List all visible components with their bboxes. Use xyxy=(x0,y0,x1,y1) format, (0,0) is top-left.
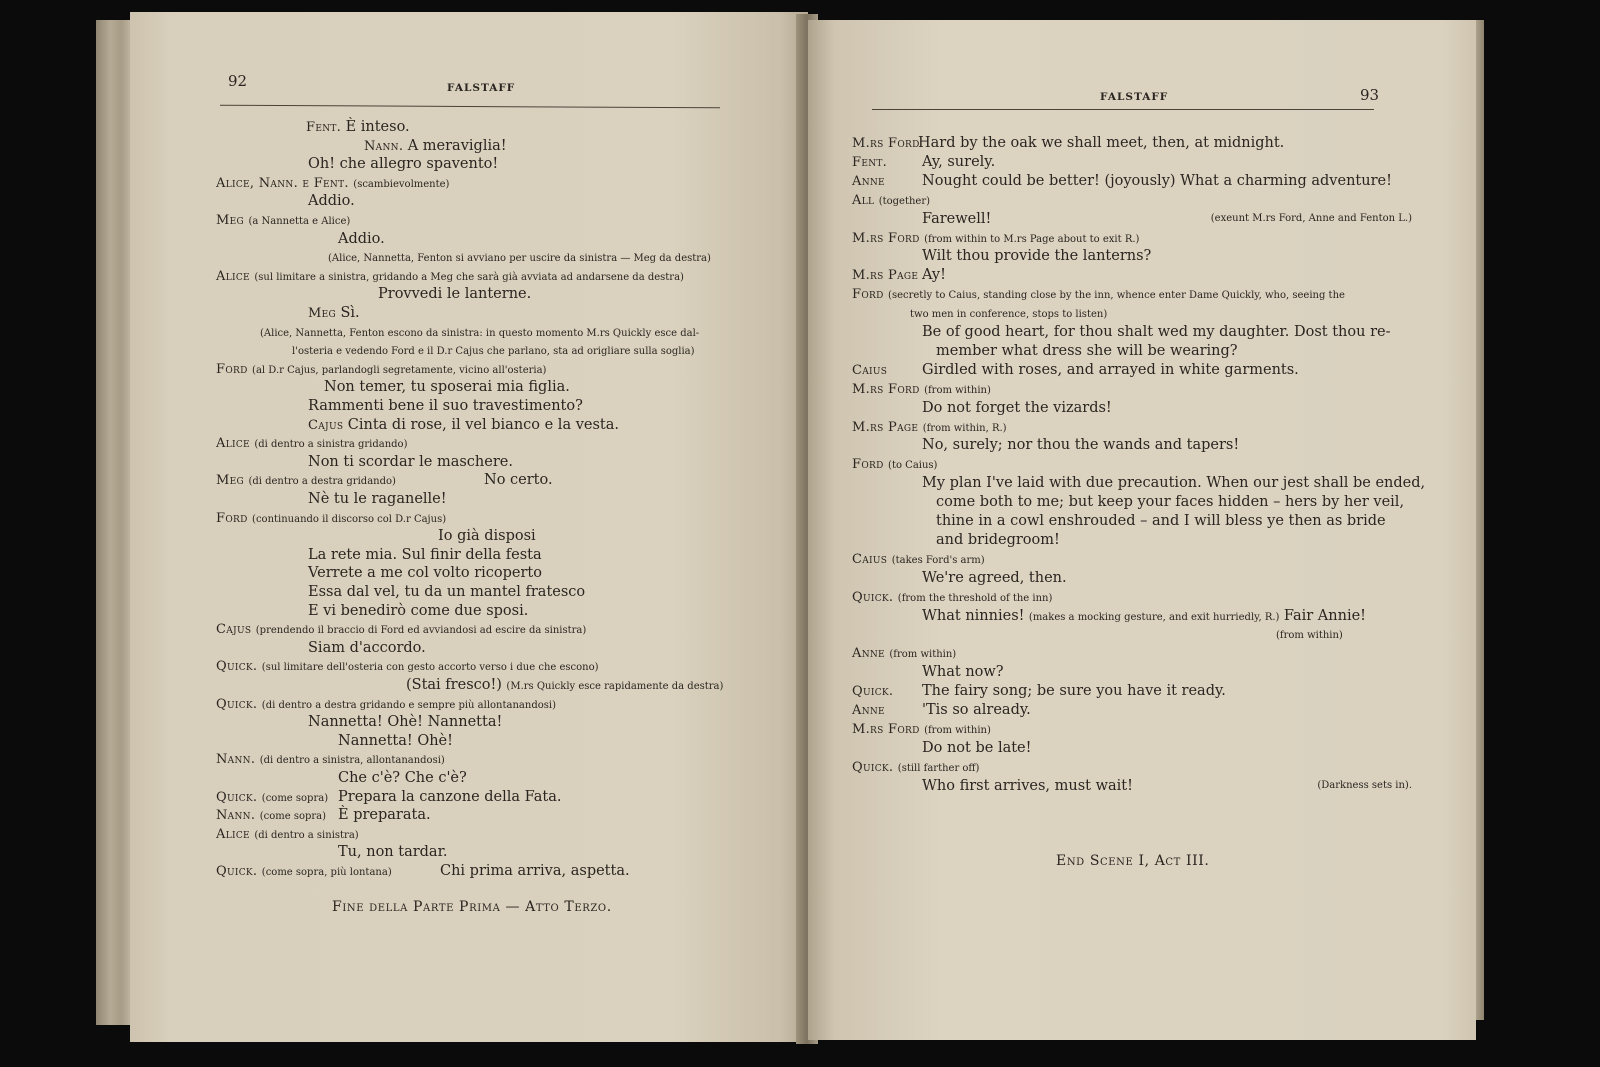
stage-direction: l'osteria e vedendo Ford e il D.r Cajus che parlano, sta ad origliare sulla soglia) xyxy=(292,346,695,358)
verse-text: Essa dal vel, tu da un mantel fratesco xyxy=(308,584,586,600)
text-line xyxy=(852,153,1342,172)
text-line xyxy=(216,378,808,396)
verse-text: Do not forget the vizards! xyxy=(922,399,1112,416)
text-line xyxy=(216,155,808,173)
verse-text: and bridegroom! xyxy=(936,531,1060,548)
text-line xyxy=(852,625,1476,645)
verse-text: Provvedi le lanterne. xyxy=(378,286,532,303)
text-line xyxy=(216,267,716,287)
text-line xyxy=(852,342,1426,360)
verse-text: Rammenti bene il suo travestimento? xyxy=(308,398,583,414)
stage-direction: (from within) xyxy=(1276,630,1343,642)
stage-direction: (Darkness sets in). xyxy=(1317,779,1412,791)
right-page xyxy=(808,20,1476,1040)
header-rule-left xyxy=(220,105,720,109)
text-line xyxy=(216,118,806,137)
verse-text: Cinta di rose, il vel bianco e la vesta. xyxy=(347,416,619,433)
speaker-name: Anne xyxy=(852,703,885,718)
verse-text: No certo. xyxy=(484,472,553,489)
text-line xyxy=(216,769,808,787)
text-line xyxy=(852,172,1392,191)
stage-direction: (come sopra, più lontana) xyxy=(261,867,392,878)
text-line xyxy=(852,455,1342,475)
speaker-name: Alice xyxy=(216,268,250,284)
verse-text: Che c'è? Che c'è? xyxy=(338,770,467,786)
stage-direction: (di dentro a sinistra, allontanandosi) xyxy=(259,755,445,767)
text-line xyxy=(852,777,1412,795)
text-line xyxy=(852,758,1342,778)
text-line xyxy=(852,550,1342,570)
verse-text: Addio. xyxy=(308,193,355,210)
stage-direction: (continuando il discorso col D.r Cajus) xyxy=(252,513,447,525)
text-line xyxy=(216,323,760,343)
stage-direction: (come sopra) xyxy=(261,792,329,804)
text-line xyxy=(216,527,808,545)
speaker-name: Meg xyxy=(216,473,244,489)
verse-text: Ay! xyxy=(922,267,946,284)
verse-text: Verrete a me col volto ricoperto xyxy=(308,565,542,582)
stage-direction: (Alice, Nannetta, Fenton si avviano per uscire da sinistra — Meg da destra) xyxy=(328,253,711,265)
stage-direction: (secretly to Caius, standing close by the inn, whence enter Dame Quickly, who, seeing the xyxy=(888,290,1345,302)
text-line xyxy=(216,713,808,731)
verse-text: Non ti scordar le maschere. xyxy=(308,453,513,470)
text-line xyxy=(216,304,808,323)
stage-direction: (from within) xyxy=(924,724,991,736)
text-line xyxy=(216,676,808,696)
text-line xyxy=(852,191,1342,211)
speaker-name: Caius xyxy=(852,551,888,567)
verse-text: Io già disposi xyxy=(438,528,536,545)
verse-text: 'Tis so already. xyxy=(922,702,1031,718)
running-head-left: FALSTAFF xyxy=(447,82,516,94)
stage-direction: (from the threshold of the inn) xyxy=(897,592,1053,604)
stage-direction: (di dentro a sinistra gridando) xyxy=(254,439,408,451)
text-line xyxy=(852,304,1400,324)
verse-text: Who first arrives, must wait! xyxy=(922,777,1133,794)
text-line xyxy=(216,137,808,156)
verse-text: Nought could be better! (joyously) What a charming adventure! xyxy=(922,172,1392,189)
verse-text: We're agreed, then. xyxy=(922,569,1067,586)
speaker-name: Ford xyxy=(216,510,248,526)
text-line xyxy=(852,701,1342,720)
stage-direction: (to Caius) xyxy=(888,460,938,472)
speaker-name: Quick. xyxy=(852,759,894,775)
text-line xyxy=(216,453,808,471)
end-line-right: End Scene I, Act III. xyxy=(1056,853,1210,869)
stage-direction: (from within, R.) xyxy=(922,422,1007,434)
stage-direction: (from within) xyxy=(889,649,957,661)
verse-text: (Stai fresco!) xyxy=(406,677,502,693)
verse-text: Nannetta! Ohè! xyxy=(338,732,453,749)
speaker-name: M.rs Ford xyxy=(852,721,920,737)
speaker-name: M.rs Ford xyxy=(852,230,920,246)
speaker-name: M.rs Ford xyxy=(852,136,920,151)
text-line xyxy=(852,247,1412,265)
verse-text: My plan I've laid with due precaution. When our jest shall be ended, xyxy=(922,475,1426,492)
text-line xyxy=(216,639,808,657)
text-line xyxy=(216,509,716,529)
stage-direction: (come sopra) xyxy=(259,811,327,823)
text-line xyxy=(216,434,716,454)
verse-text: Ay, surely. xyxy=(922,153,996,170)
text-line xyxy=(216,174,716,194)
text-line xyxy=(852,493,1426,511)
text-line xyxy=(216,192,808,210)
stage-direction: (a Nannetta e Alice) xyxy=(248,216,351,227)
verse-text: No, surely; nor thou the wands and tapers! xyxy=(922,437,1240,454)
verse-text: Fair Annie! xyxy=(1283,607,1366,624)
stage-direction: (prendendo il braccio di Ford ed avviandosi ad escire da sinistra) xyxy=(255,625,587,637)
verse-text: Addio. xyxy=(338,230,385,247)
text-line xyxy=(216,341,792,361)
stage-direction: (makes a mocking gesture, and exit hurriedly, R.) xyxy=(1028,611,1280,623)
text-line xyxy=(216,564,808,582)
text-line xyxy=(852,361,1342,380)
text-line xyxy=(852,229,1342,249)
speaker-name: Meg xyxy=(216,213,244,228)
speaker-name: Fent. xyxy=(852,154,888,170)
verse-text: La rete mia. Sul finir della festa xyxy=(308,546,542,563)
stage-direction: (from within) xyxy=(924,384,991,396)
text-line xyxy=(216,583,808,601)
verse-text: Chi prima arriva, aspetta. xyxy=(440,863,630,879)
speaker-name: Ford xyxy=(852,457,884,473)
speaker-name: Cajus xyxy=(216,622,252,638)
speaker-name: Alice xyxy=(216,436,250,452)
text-line xyxy=(852,512,1426,530)
speaker-name: M.rs Page xyxy=(852,268,919,284)
verse-text: È preparata. xyxy=(338,807,431,824)
verse-text: Oh! che allegro spavento! xyxy=(308,156,499,173)
verse-text: Girdled with roses, and arrayed in white garments. xyxy=(922,361,1299,378)
text-line xyxy=(216,825,716,845)
text-line xyxy=(216,471,716,491)
text-line xyxy=(852,663,1412,681)
text-line xyxy=(852,380,1342,400)
speaker-name: Quick. xyxy=(216,659,258,675)
text-line xyxy=(852,588,1342,608)
verse-text: What now? xyxy=(922,664,1004,681)
speaker-name: Nann. xyxy=(216,752,256,768)
speaker-name: Alice, Nann. e Fent. xyxy=(216,175,349,191)
text-line xyxy=(852,739,1412,757)
stage-direction: (exeunt M.rs Ford, Anne and Fenton L.) xyxy=(1210,212,1412,224)
text-line xyxy=(852,266,1342,285)
text-line xyxy=(216,285,808,303)
verse-text: A meraviglia! xyxy=(407,137,507,154)
end-line-left: Fine della Parte Prima — Atto Terzo. xyxy=(332,899,612,915)
verse-text: Siam d'accordo. xyxy=(308,639,426,656)
stage-direction: (di dentro a sinistra) xyxy=(254,829,359,841)
text-line xyxy=(852,474,1426,492)
text-line xyxy=(216,732,808,750)
text-line xyxy=(216,416,808,435)
text-line xyxy=(216,360,716,380)
stage-direction: (al D.r Cajus, parlandogli segretamente, vicino all'osteria) xyxy=(252,364,547,376)
text-line xyxy=(216,862,716,882)
verse-text: Prepara la canzone della Fata. xyxy=(338,788,562,805)
speaker-name: Quick. xyxy=(216,789,258,805)
verse-text: Non temer, tu sposerai mia figlia. xyxy=(324,379,570,396)
verse-text: È inteso. xyxy=(345,119,410,135)
page-number-right: 93 xyxy=(1360,86,1380,104)
text-line xyxy=(216,397,808,415)
speaker-name: M.rs Page xyxy=(852,419,919,435)
speaker-name: All xyxy=(852,192,875,208)
text-line xyxy=(216,230,808,248)
page-number-left: 92 xyxy=(228,72,248,90)
header-rule-right xyxy=(872,109,1374,110)
verse-text: Be of good heart, for thou shalt wed my daughter. Dost thou re- xyxy=(922,324,1391,340)
text-line xyxy=(852,418,1342,438)
speaker-name: Nann. xyxy=(216,808,256,824)
text-line xyxy=(852,531,1426,549)
text-line xyxy=(216,248,808,268)
text-line xyxy=(852,436,1412,454)
text-line xyxy=(216,546,808,564)
text-line xyxy=(852,720,1342,740)
verse-text: The fairy song; be sure you have it ready. xyxy=(922,683,1226,700)
stage-direction: (sul limitare dell'osteria con gesto accorto verso i due che escono) xyxy=(261,662,599,674)
verse-text: Farewell! xyxy=(922,210,992,227)
stage-direction: (di dentro a destra gridando e sempre più allontanandosi) xyxy=(261,699,556,711)
stage-direction: (still farther off) xyxy=(897,762,980,774)
speaker-name: Quick. xyxy=(216,696,258,712)
speaker-name: Quick. xyxy=(852,589,894,605)
text-line xyxy=(216,211,716,231)
speaker-name: Anne xyxy=(852,646,885,662)
speaker-name: Caius xyxy=(852,362,888,378)
text-line xyxy=(216,602,808,620)
text-line xyxy=(216,620,716,640)
running-head-right: FALSTAFF xyxy=(1100,91,1169,103)
speaker-name: M.rs Ford xyxy=(852,381,920,397)
verse-text: member what dress she will be wearing? xyxy=(936,342,1238,359)
text-line xyxy=(216,806,716,826)
text-line xyxy=(852,399,1412,417)
stage-direction: (sul limitare a sinistra, gridando a Meg che sarà già avviata ad andarsene da destra) xyxy=(254,271,684,283)
speaker-name: Quick. xyxy=(852,684,894,700)
verse-text: Do not be late! xyxy=(922,739,1032,756)
text-line xyxy=(216,843,808,861)
verse-text: Sì. xyxy=(340,305,360,321)
stage-direction: (Alice, Nannetta, Fenton escono da sinistra: in questo momento M.rs Quickly esce dal- xyxy=(260,327,700,339)
speaker-name: Ford xyxy=(216,361,248,377)
text-line xyxy=(216,695,716,715)
speaker-name: Fent. xyxy=(306,120,342,135)
left-page-edges xyxy=(96,20,132,1025)
text-line xyxy=(852,285,1345,305)
text-line xyxy=(852,569,1412,587)
speaker-name: Cajus xyxy=(308,417,344,433)
verse-text: What ninnies! xyxy=(922,607,1025,624)
verse-text: E vi benedirò come due sposi. xyxy=(308,602,529,619)
stage-direction: (di dentro a destra gridando) xyxy=(248,476,396,488)
text-line xyxy=(216,788,716,808)
text-line xyxy=(216,750,716,770)
text-line xyxy=(852,682,1342,701)
speaker-name: Alice xyxy=(216,826,250,842)
stage-direction: (takes Ford's arm) xyxy=(891,554,985,566)
verse-text: Tu, non tardar. xyxy=(338,844,448,861)
text-line xyxy=(216,657,716,677)
text-line xyxy=(852,607,1412,627)
text-line xyxy=(852,644,1342,664)
text-line xyxy=(852,134,1342,153)
verse-text: Nannetta! Ohè! Nannetta! xyxy=(308,714,503,731)
left-page xyxy=(130,12,808,1042)
speaker-name: Nann. xyxy=(364,138,404,154)
text-line xyxy=(852,323,1412,341)
stage-direction: (from within to M.rs Page about to exit R.) xyxy=(924,233,1140,245)
text-line xyxy=(852,210,1412,228)
stage-direction: (together) xyxy=(878,195,931,207)
stage-direction: two men in conference, stops to listen) xyxy=(910,309,1108,321)
stage-direction: (M.rs Quickly esce rapidamente da destra) xyxy=(506,681,724,692)
verse-text: Hard by the oak we shall meet, then, at midnight. xyxy=(918,135,1285,151)
verse-text: Wilt thou provide the lanterns? xyxy=(922,248,1152,265)
speaker-name: Anne xyxy=(852,173,885,189)
text-line xyxy=(216,490,808,508)
verse-text: Nè tu le raganelle! xyxy=(308,491,447,507)
speaker-name: Meg xyxy=(308,306,336,321)
stage-direction: (scambievolmente) xyxy=(353,178,450,190)
verse-text: come both to me; but keep your faces hidden – hers by her veil, xyxy=(936,494,1405,511)
speaker-name: Ford xyxy=(852,287,884,303)
speaker-name: Quick. xyxy=(216,864,258,879)
verse-text: thine in a cowl enshrouded – and I will bless ye then as bride xyxy=(936,513,1386,529)
